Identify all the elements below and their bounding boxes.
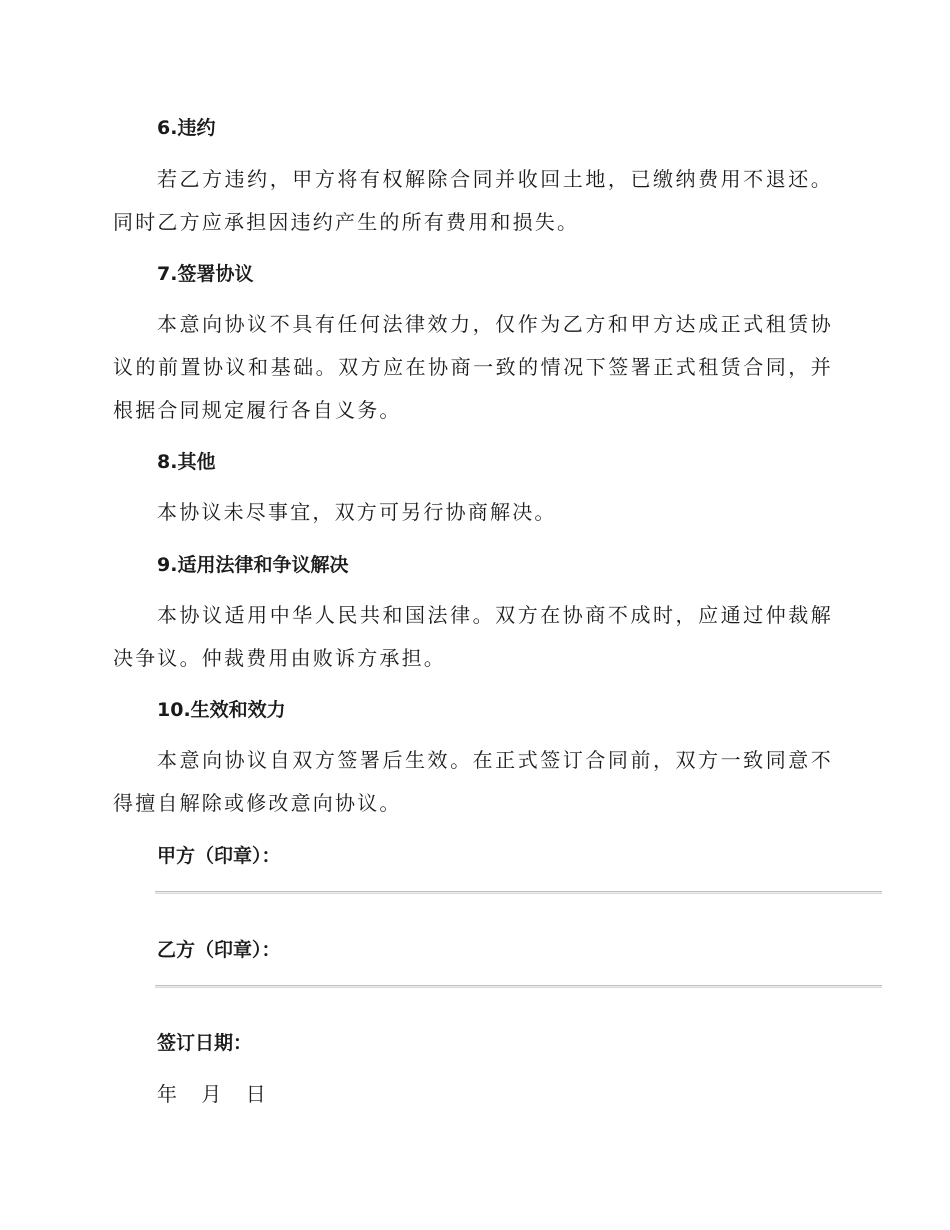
party-a-signature-line <box>155 891 882 894</box>
section-10-heading: 10.生效和效力 <box>157 699 286 721</box>
signing-date-label: 签订日期： <box>157 1032 253 1054</box>
section-7-heading: 7.签署协议 <box>157 263 254 285</box>
party-a-seal-label: 甲方（印章）： <box>157 845 281 867</box>
section-6-heading: 6.违约 <box>157 117 216 139</box>
section-8-body: 本协议未尽事宜，双方可另行协商解决。 <box>157 500 557 524</box>
party-b-seal-label: 乙方（印章）： <box>157 939 281 961</box>
section-9-body: 本协议适用中华人民共和国法律。双方在协商不成时，应通过仲裁解决争议。仲裁费用由败诉方承担。 <box>113 603 833 670</box>
section-10-body: 本意向协议自双方签署后生效。在正式签订合同前，双方一致同意不得擅自解除或修改意向协议。 <box>113 748 833 815</box>
party-b-signature-line <box>155 985 882 988</box>
section-9-heading: 9.适用法律和争议解决 <box>157 554 349 576</box>
section-8-heading: 8.其他 <box>157 451 216 473</box>
section-7-body: 本意向协议不具有任何法律效力，仅作为乙方和甲方达成正式租赁协议的前置协议和基础。双方应在协商一致的情况下签署正式租赁合同，并根据合同规定履行各自义务。 <box>113 312 833 422</box>
section-6-body: 若乙方违约，甲方将有权解除合同并收回土地，已缴纳费用不退还。同时乙方应承担因违约产生的所有费用和损失。 <box>113 167 833 234</box>
signing-date-value: 年 月 日 <box>157 1082 275 1106</box>
